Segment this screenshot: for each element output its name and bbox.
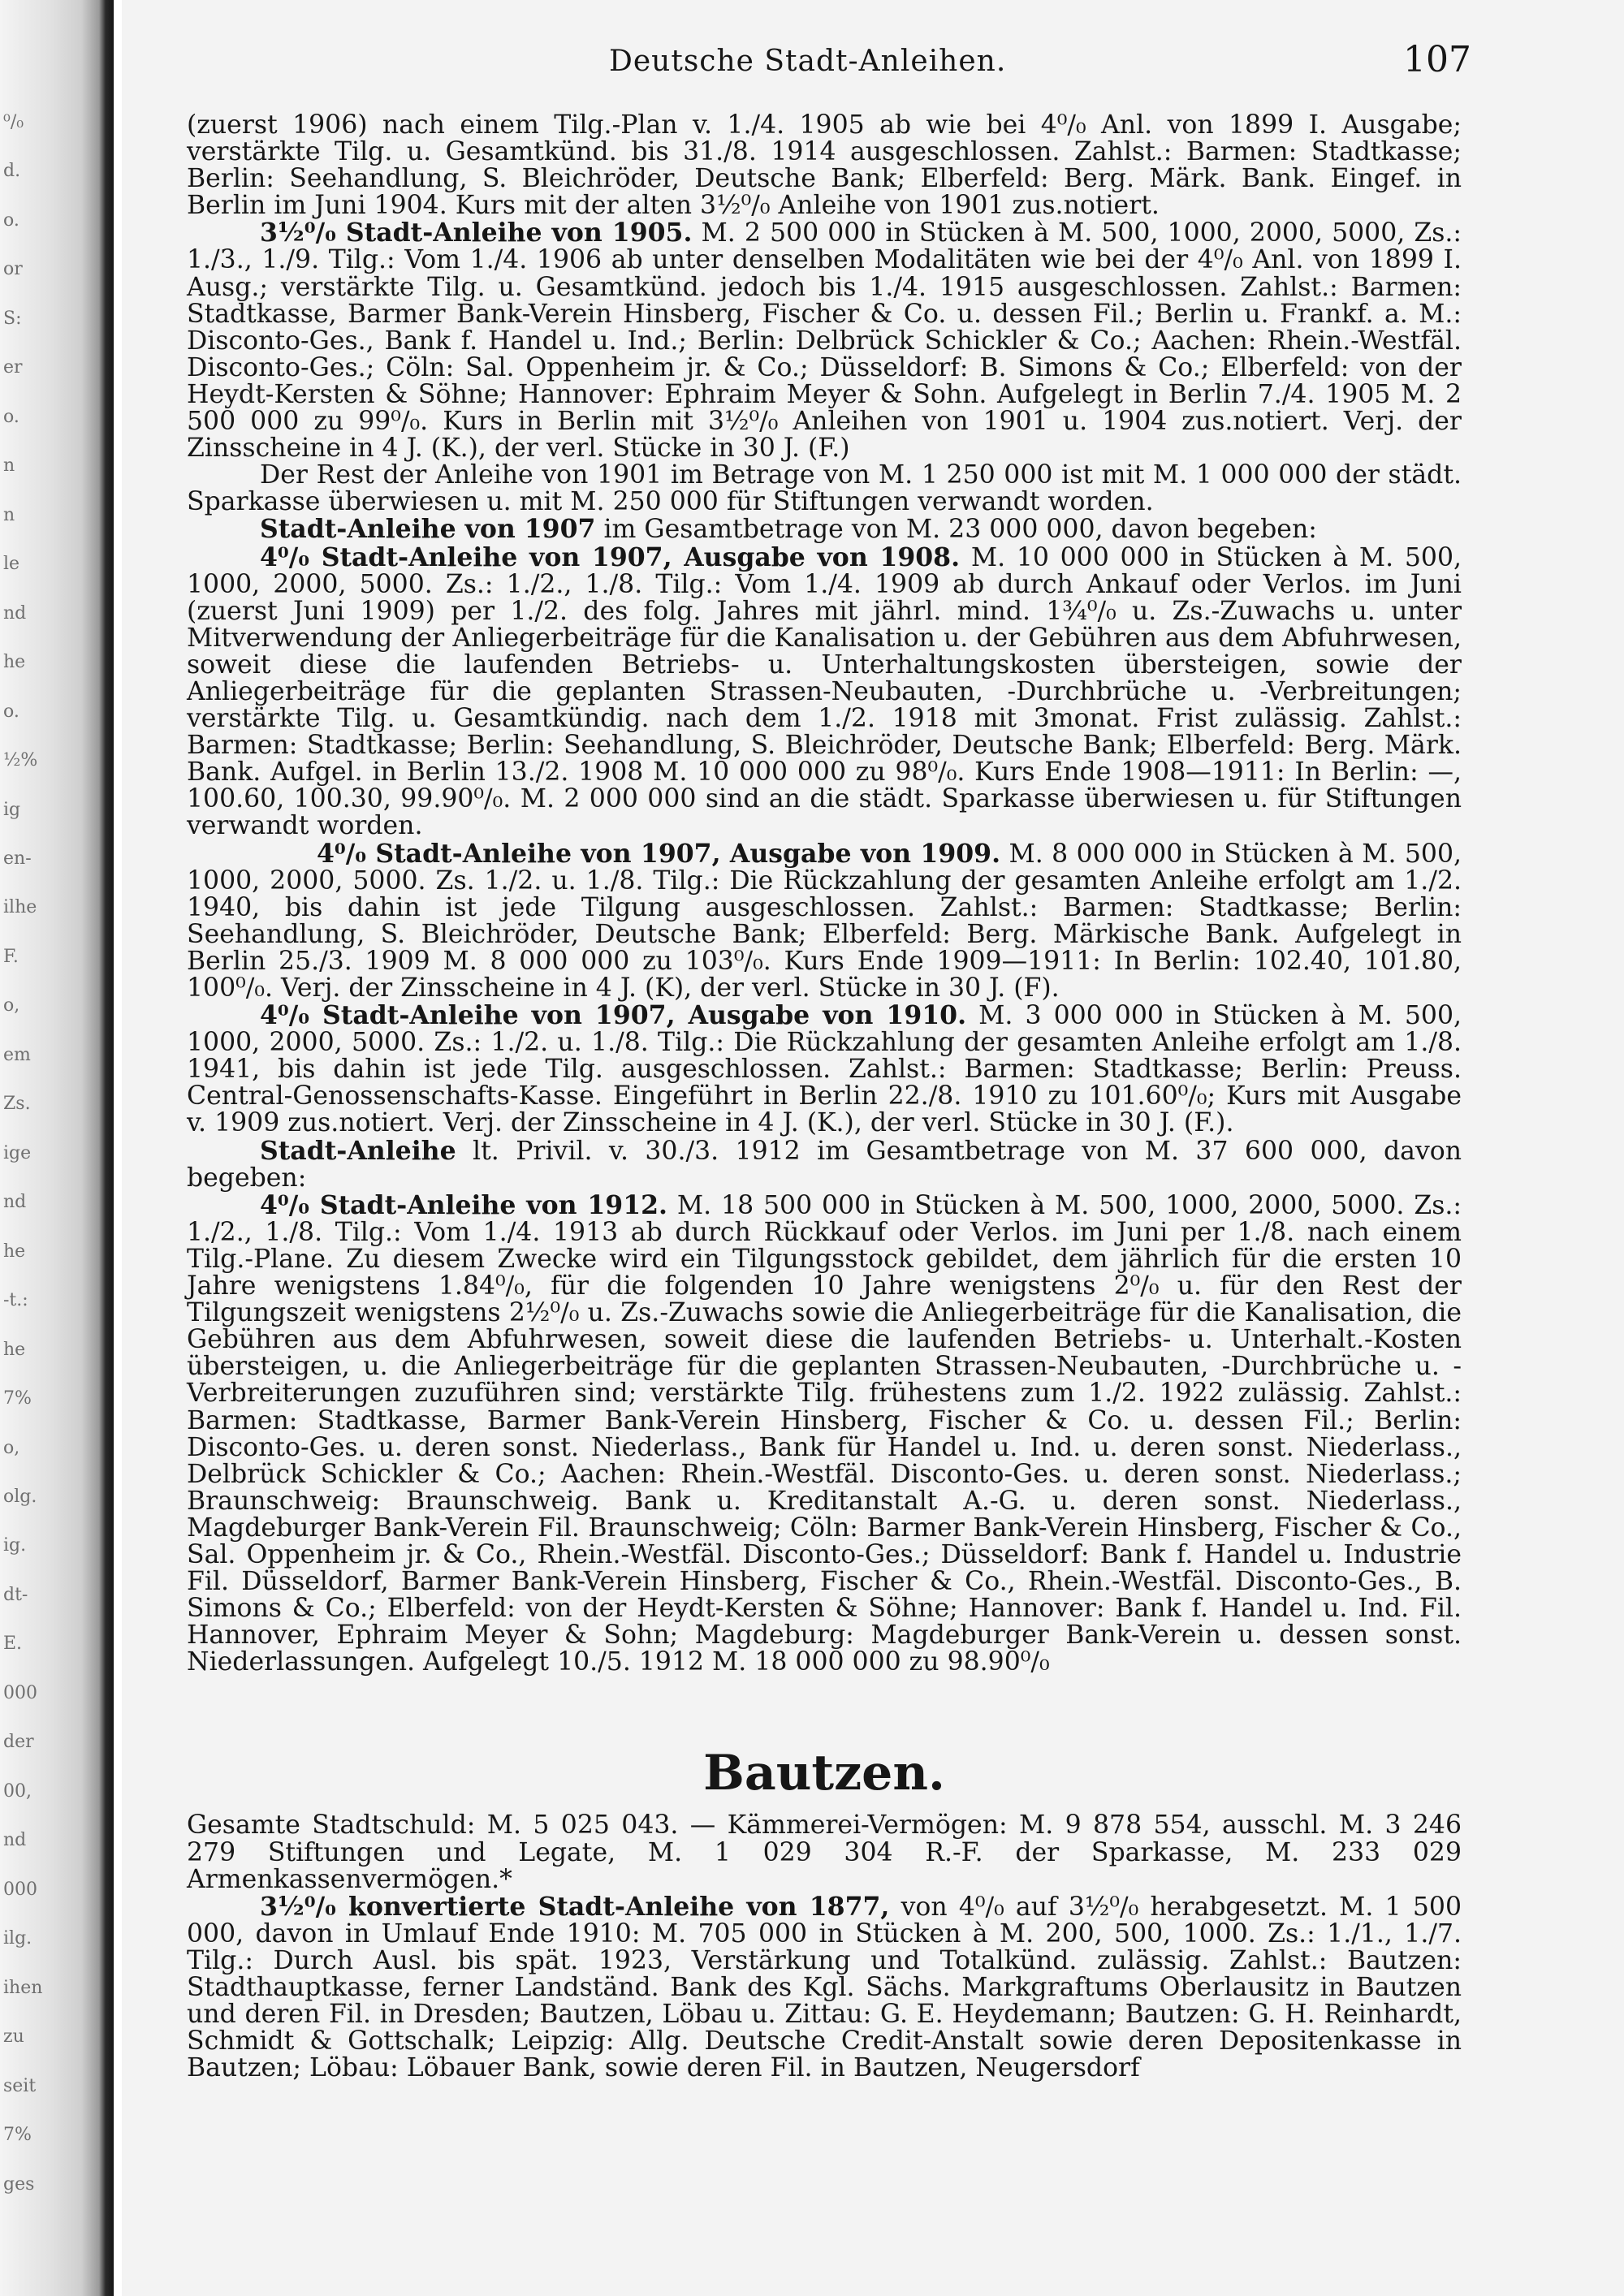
- adjacent-page-fragment: nd: [3, 1193, 27, 1211]
- adjacent-page-fragment: 00,: [3, 1783, 32, 1801]
- loan-1907-intro: [187, 516, 1462, 543]
- loan-1909-heading: 4⁰/₀ Stadt-Anleihe von 1907, Ausgabe von 1909.: [317, 838, 1001, 869]
- adjacent-page-fragment: ig.: [3, 1537, 27, 1555]
- loan-1908-text: M. 10 000 000 in Stücken à M. 500, 1000, 2000, 5000. Zs.: 1./2., 1./8. Tilg.: Vom 1./4. 1909 ab durch Ankauf oder Verlos. im Juni (zuerst Juni 1909) per 1./2. des folg. Jahres mit jährl. mind. 1¾⁰/₀ u. Zs.-Zuwachs u. unter Mitverwendung der Anliegerbeiträge für die Kanalisation u. der Gebühren aus dem Abfuhrwesen, soweit diese die laufenden Betriebs- u. Unterhaltungskosten übersteigen, sowie der Anliegerbeiträge für die geplanten Strassen-Neubauten, -Durchbrüche u. -Verbreitungen; verstärkte Tilg. u. Gesamtkündig. nach dem 1./2. 1918 mit 3monat. Frist zulässig. Zahlst.: Barmen: Stadtkasse; Berlin: Seehandlung, S. Bleichröder, Deutsche Bank; Elberfeld: Berg. Märk. Bank. Aufgel. in Berlin 13./2. 1908 M. 10 000 000 zu 98⁰/₀. Kurs Ende 1908—1911: In Berlin: —, 100.60, 100.30, 99.90⁰/₀. M. 2 000 000 sind an die städt. Sparkasse überwiesen u. für Stiftungen verwandt worden.: [187, 542, 1462, 841]
- adjacent-page-fragment: 7%: [3, 2126, 32, 2144]
- adjacent-page-fragment: nd: [3, 1832, 27, 1849]
- adjacent-page-fragment: ½%: [3, 752, 38, 770]
- adjacent-page-fragment: he: [3, 654, 26, 671]
- adjacent-page-fragment: F.: [3, 948, 19, 966]
- adjacent-page-fragment: ig: [3, 801, 21, 819]
- adjacent-page-fragment: ige: [3, 1145, 32, 1163]
- page-body: [187, 112, 1462, 2082]
- intro-line-1: (zuerst 1906) nach einem Tilg.-Plan v. 1./4. 1905 ab wie bei 4⁰/₀ Anl. von 1899 I. Ausgabe;: [187, 110, 1462, 140]
- running-header: Deutsche Stadt-Anleihen.: [609, 45, 1007, 78]
- loan-1912-intro-heading: Stadt-Anleihe: [260, 1135, 456, 1166]
- section-title-bautzen: Bautzen.: [703, 1745, 945, 1802]
- adjacent-page-fragment: le: [3, 555, 20, 573]
- loan-1910-text: M. 3 000 000 in Stücken à M. 500, 1000, 2000, 5000. Zs.: 1./2. u. 1./8. Tilg.: Die Rückzahlung der gesamten Anleihe erfolgt am 1./8. 1941, bis dahin ist jede Tilg. ausgeschlossen. Zahlst.: Barmen: Stadtkasse; Berlin: Preuss. Central-Genossenschafts-Kasse. Eingeführt in Berlin 22./8. 1910 zu 101.60⁰/₀; Kurs mit Ausgabe v. 1909 zus.notiert. Verj. der Zinsscheine in 4 J. (K.), der verl. Stücke in 30 J. (F.).: [187, 1001, 1462, 1138]
- adjacent-page-fragment: 000: [3, 1685, 37, 1703]
- rest-1901-note: Der Rest der Anleihe von 1901 im Betrage von M. 1 250 000 ist mit M. 1 000 000 der städt. Sparkasse überwiesen u. mit M. 250 000 für Stiftungen verwandt worden.: [187, 460, 1462, 517]
- intro-paragraph: [187, 112, 1462, 219]
- adjacent-page-fragment: o.: [3, 212, 19, 230]
- adjacent-page-fragment: S:: [3, 310, 22, 328]
- loan-1905-text: M. 2 500 000 in Stücken à M. 500, 1000, 2000, 5000, Zs.: 1./3., 1./9. Tilg.: Vom 1./4. 1906 ab unter denselben Modalitäten wie bei der 4⁰/₀ Anl. von 1899 I. Ausg.; verstärkte Tilg. u. Gesamtkünd. jedoch bis 1./4. 1915 ausgeschlossen. Zahlst.: Barmen: Stadtkasse, Barmer Bank-Verein Hinsberg, Fischer & Co. u. dessen Fil.; Berlin u. Frankf. a. M.: Disconto-Ges., Bank f. Handel u. Ind.; Berlin: Delbrück Schickler & Co.; Aachen: Rhein.-Westfäl. Disconto-Ges.; Cöln: Sal. Oppenheim jr. & Co.; Düsseldorf: B. Simons & Co.; Elberfeld: von der Heydt-Kersten & Söhne; Hannover: Ephraim Meyer & Sohn. Aufgelegt in Berlin 7./4. 1905 M. 2 500 000 zu 99⁰/₀. Kurs in Berlin mit 3½⁰/₀ Anleihen von 1901 u. 1904 zus.notiert. Verj. der Zinsscheine in 4 J. (K.), der verl. Stücke in 30 J. (F.): [187, 218, 1462, 464]
- adjacent-page-fragment: nd: [3, 605, 27, 623]
- adjacent-page-fragment: n: [3, 457, 15, 475]
- adjacent-page-fragment: -t.:: [3, 1292, 28, 1310]
- adjacent-page-fragment: zu: [3, 2028, 24, 2046]
- loan-1912-text: M. 18 500 000 in Stücken à M. 500, 1000, 2000, 5000. Zs.: 1./2., 1./8. Tilg.: Vom 1./4. 1913 ab durch Rückkauf oder Verlos. im Juni per 1./8. nach einem Tilg.-Plane. Zu diesem Zwecke wird ein Tilgungsstock gebildet, dem jährlich für die ersten 10 Jahre wenigstens 1.84⁰/₀, für die folgenden 10 Jahre wenigstens 2⁰/₀ u. für den Rest der Tilgungszeit wenigstens 2½⁰/₀ u. Zs.-Zuwachs sowie die Anliegerbeiträge für die Kanalisation, die Gebühren aus dem Abfuhrwesen, soweit diese die laufenden Betriebs- u. Unterhalt.-Kosten übersteigen, u. die Anliegerbeiträge für die geplanten Strassen-Neubauten, -Durchbrüche u. -Verbreiterungen zuzuführen sind; verstärkte Tilg. frühestens zum 1./2. 1922 zulässig. Zahlst.: Barmen: Stadtkasse, Barmer Bank-Verein Hinsberg, Fischer & Co. u. dessen Fil.; Berlin: Disconto-Ges. u. deren sonst. Niederlass., Bank für Handel u. Ind. u. deren sonst. Niederlass., Delbrück Schickler & Co.; Aachen: Rhein.-Westfäl. Disconto-Ges. u. deren sonst. Niederlass.; Braunschweig: Braunschweig. Bank u. Kreditanstalt A.-G. u. deren sonst. Niederlass., Magdeburger Bank-Verein Fil. Braunschweig; Cöln: Barmer Bank-Verein Hinsberg, Fischer & Co., Sal. Oppenheim jr. & Co., Rhein.-Westfäl. Disconto-Ges.; Düsseldorf: Bank f. Handel u. Industrie Fil. Düsseldorf, Barmer Bank-Verein Hinsberg, Fischer & Co., Rhein.-Westfäl. Disconto-Ges., B. Simons & Co.; Elberfeld: von der Heydt-Kersten & Söhne; Hannover: Bank f. Handel u. Ind. Fil. Hannover, Ephraim Meyer & Sohn; Magdeburg: Magdeburger Bank-Verein u. dessen sonst. Niederlassungen. Aufgelegt 10./5. 1912 M. 18 000 000 zu 98.90⁰/₀: [187, 1190, 1462, 1677]
- adjacent-page-fragment: ges: [3, 2176, 35, 2194]
- adjacent-page-fragment: Zs.: [3, 1095, 31, 1113]
- loan-1905-entry: [187, 219, 1462, 462]
- adjacent-page-fragment: seit: [3, 2078, 37, 2095]
- section-spacer: [187, 1676, 1462, 1726]
- page-number: 107: [1403, 39, 1471, 80]
- adjacent-page-fragments: [0, 114, 89, 2225]
- adjacent-page-fragment: or: [3, 261, 23, 278]
- loan-1910-entry: [187, 1002, 1462, 1137]
- loan-1912-heading: 4⁰/₀ Stadt-Anleihe von 1912.: [260, 1189, 667, 1220]
- loan-1912-entry: [187, 1189, 1462, 1677]
- adjacent-page-fragment: he: [3, 1243, 26, 1261]
- loan-1909-text: M. 8 000 000 in Stücken à M. 500, 1000, 2000, 5000. Zs. 1./2. u. 1./8. Tilg.: Die Rückzahlung der gesamten Anleihe erfolgt am 1./2. 1940, bis dahin ist jede Tilgung ausgeschlossen. Zahlst.: Barmen: Stadtkasse; Berlin: Seehandlung, S. Bleichröder, Deutsche Bank; Elberfeld: Berg. Märkische Bank. Aufgelegt in Berlin 25./3. 1909 M. 8 000 000 zu 103⁰/₀. Kurs Ende 1909—1911: In Berlin: 102.40, 101.80, 100⁰/₀. Verj. der Zinsscheine in 4 J. (K), der verl. Stücke in 30 J. (F).: [187, 839, 1462, 1003]
- bautzen-summary: Gesamte Stadtschuld: M. 5 025 043. — Kämmerei-Vermögen: M. 9 878 554, ausschl. M. 3 246 279 Stiftungen und Legate, M. 1 029 304 R.-F. der Sparkasse, M. 233 029 Armenkassenvermögen.*: [187, 1810, 1462, 1894]
- adjacent-page-fragment: olg.: [3, 1488, 37, 1506]
- adjacent-page-fragment: dt-: [3, 1586, 28, 1604]
- intro-line-3: Berlin: Seehandlung, S. Bleichröder, Deutsche Bank; Elberfeld: Berg. Märk. Bank. Eingef.: [187, 164, 1423, 194]
- bautzen-loan-1877-text: von 4⁰/₀ auf 3½⁰/₀ herabgesetzt. M. 1 500 000, davon in Umlauf Ende 1910: M. 705 000 in Stücken à M. 200, 500, 1000. Zs.: 1./1., 1./7. Tilg.: Durch Ausl. bis spät. 1923, Verstärkung und Totalkünd. zulässig. Zahlst.: Bautzen: Stadthauptkasse, ferner Landständ. Bank des Kgl. Sächs. Markgraftums Oberlausitz in Bautzen und deren Fil. in Dresden; Bautzen, Löbau u. Zittau: G. E. Heydemann; Bautzen: G. H. Reinhardt, Schmidt & Gottschalk; Leipzig: Allg. Deutsche Credit-Anstalt sowie deren Depositenkasse in Bautzen; Löbau: Löbauer Bank, sowie deren Fil. in Bautzen, Neugersdorf: [187, 1892, 1462, 2083]
- adjacent-page-fragment: 000: [3, 1881, 37, 1899]
- intro-line-2: verstärkte Tilg. u. Gesamtkünd. bis 31./8. 1914 ausgeschlossen. Zahlst.: Barmen: Stadtkasse;: [187, 137, 1462, 167]
- book-page: [122, 0, 1624, 2296]
- loan-1907-intro-text: im Gesamtbetrage von M. 23 000 000, davon begeben:: [603, 515, 1317, 545]
- adjacent-page-fragment: o,: [3, 1439, 20, 1457]
- intro-line-4: in Berlin im Juni 1904. Kurs mit der alten 3½⁰/₀ Anleihe von 1901 zus.notiert.: [187, 164, 1462, 221]
- adjacent-page-fragment: he: [3, 1341, 26, 1359]
- adjacent-page-fragment: der: [3, 1733, 34, 1751]
- loan-1909-entry: [187, 840, 1462, 1003]
- loan-1910-heading: 4⁰/₀ Stadt-Anleihe von 1907, Ausgabe von 1910.: [260, 1000, 967, 1031]
- loan-1905-heading: 3½⁰/₀ Stadt-Anleihe von 1905.: [260, 218, 693, 248]
- adjacent-page-fragment: E.: [3, 1635, 23, 1653]
- adjacent-page-fragment: o,: [3, 997, 20, 1015]
- bautzen-loan-1877-entry: [187, 1893, 1462, 2082]
- adjacent-page-fragment: ⁰/₀: [3, 114, 24, 132]
- bautzen-loan-1877-heading: 3½⁰/₀ konvertierte Stadt-Anleihe von 1877,: [260, 1891, 890, 1922]
- adjacent-page-fragment: ihen: [3, 1979, 43, 1997]
- adjacent-page-fragment: o.: [3, 408, 19, 426]
- loan-1908-heading: 4⁰/₀ Stadt-Anleihe von 1907, Ausgabe von 1908.: [260, 542, 961, 572]
- adjacent-page-fragment: er: [3, 359, 23, 377]
- adjacent-page-fragment: ilhe: [3, 899, 37, 917]
- adjacent-page-fragment: en-: [3, 850, 32, 868]
- loan-1908-entry: [187, 544, 1462, 840]
- adjacent-page-fragment: d.: [3, 162, 21, 180]
- loan-1912-intro-text: lt. Privil. v. 30./3. 1912 im Gesamtbetrage von M. 37 600 000, davon begeben:: [187, 1136, 1462, 1193]
- loan-1912-intro: [187, 1137, 1462, 1192]
- adjacent-page-fragment: 7%: [3, 1390, 32, 1408]
- adjacent-page-fragment: n: [3, 507, 15, 524]
- loan-1907-heading: Stadt-Anleihe von 1907: [260, 514, 596, 545]
- adjacent-page-fragment: ilg.: [3, 1930, 32, 1948]
- adjacent-page-fragment: em: [3, 1047, 31, 1064]
- adjacent-page-fragment: o.: [3, 703, 19, 721]
